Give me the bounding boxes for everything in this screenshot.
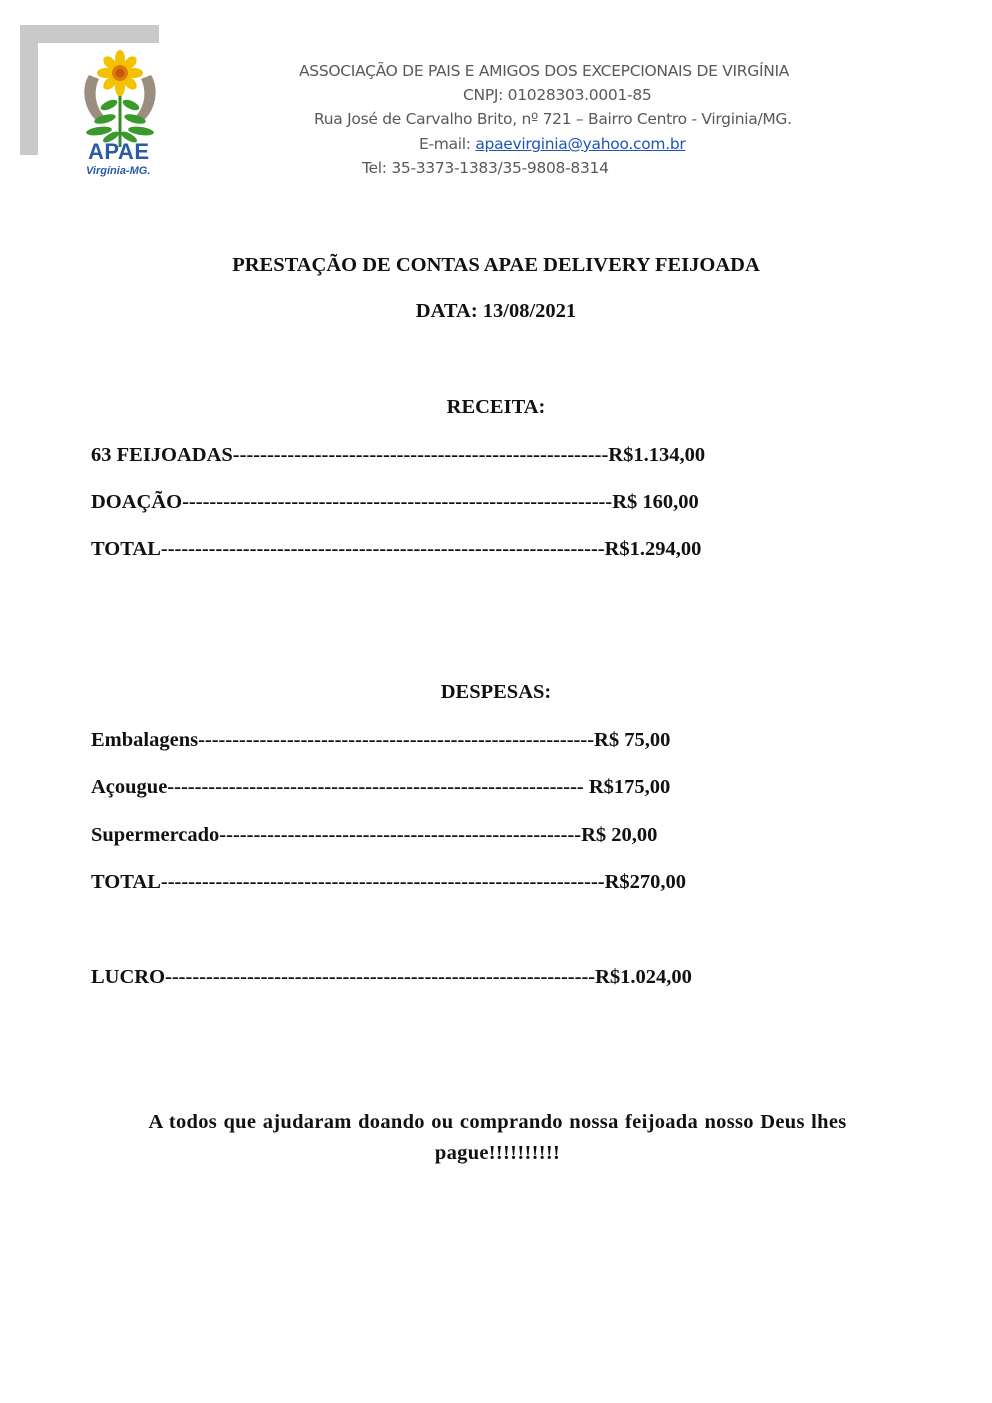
despesa-row-total: TOTAL-----------------------------------------------------------------R$270,00 [91,871,687,893]
receita-row-total: TOTAL-----------------------------------------------------------------R$1.294,00 [91,538,702,560]
thanks-message: A todos que ajudaram doando ou comprando nossa feijoada nosso Deus lhes pague!!!!!!!!!! [148,1111,847,1164]
phone: Tel: 35-3373-1383/35-9808-8314 [362,159,609,177]
document-title: PRESTAÇÃO DE CONTAS APAE DELIVERY FEIJOADA [232,254,760,276]
cnpj: CNPJ: 01028303.0001-85 [463,86,652,104]
lucro-row: LUCRO---------------------------------------------------------------R$1.024,00 [91,966,692,988]
address: Rua José de Carvalho Brito, nº 721 – Bairro Centro - Virginia/MG. [314,110,792,128]
email-link[interactable]: apaevirginia@yahoo.com.br [475,135,686,153]
logo-frame-left [20,25,38,155]
email-label: E-mail: [419,135,476,153]
receita-row-feijoadas: 63 FEIJOADAS-------------------------------------------------------R$1.134,00 [91,444,706,466]
email-line [419,135,685,153]
document-date: DATA: 13/08/2021 [415,300,577,322]
receita-row-doacao: DOAÇÃO---------------------------------------------------------------R$ 160,00 [91,491,699,513]
organization-name: ASSOCIAÇÃO DE PAIS E AMIGOS DOS EXCEPCIONAIS DE VIRGÍNIA [299,62,790,80]
despesas-heading: DESPESAS: [440,681,552,703]
logo-frame-top [20,25,159,43]
receita-heading: RECEITA: [446,396,546,418]
apae-logo [20,25,170,185]
logo-wordmark: APAE [88,139,150,164]
logo-city: Virgínia-MG. [86,165,151,177]
despesa-row-acougue: Açougue------------------------------------------------------------- R$175,00 [91,776,671,798]
despesa-row-embalagens: Embalagens----------------------------------------------------------R$ 75,00 [91,729,671,751]
despesa-row-supermercado: Supermercado-----------------------------------------------------R$ 20,00 [91,824,658,846]
